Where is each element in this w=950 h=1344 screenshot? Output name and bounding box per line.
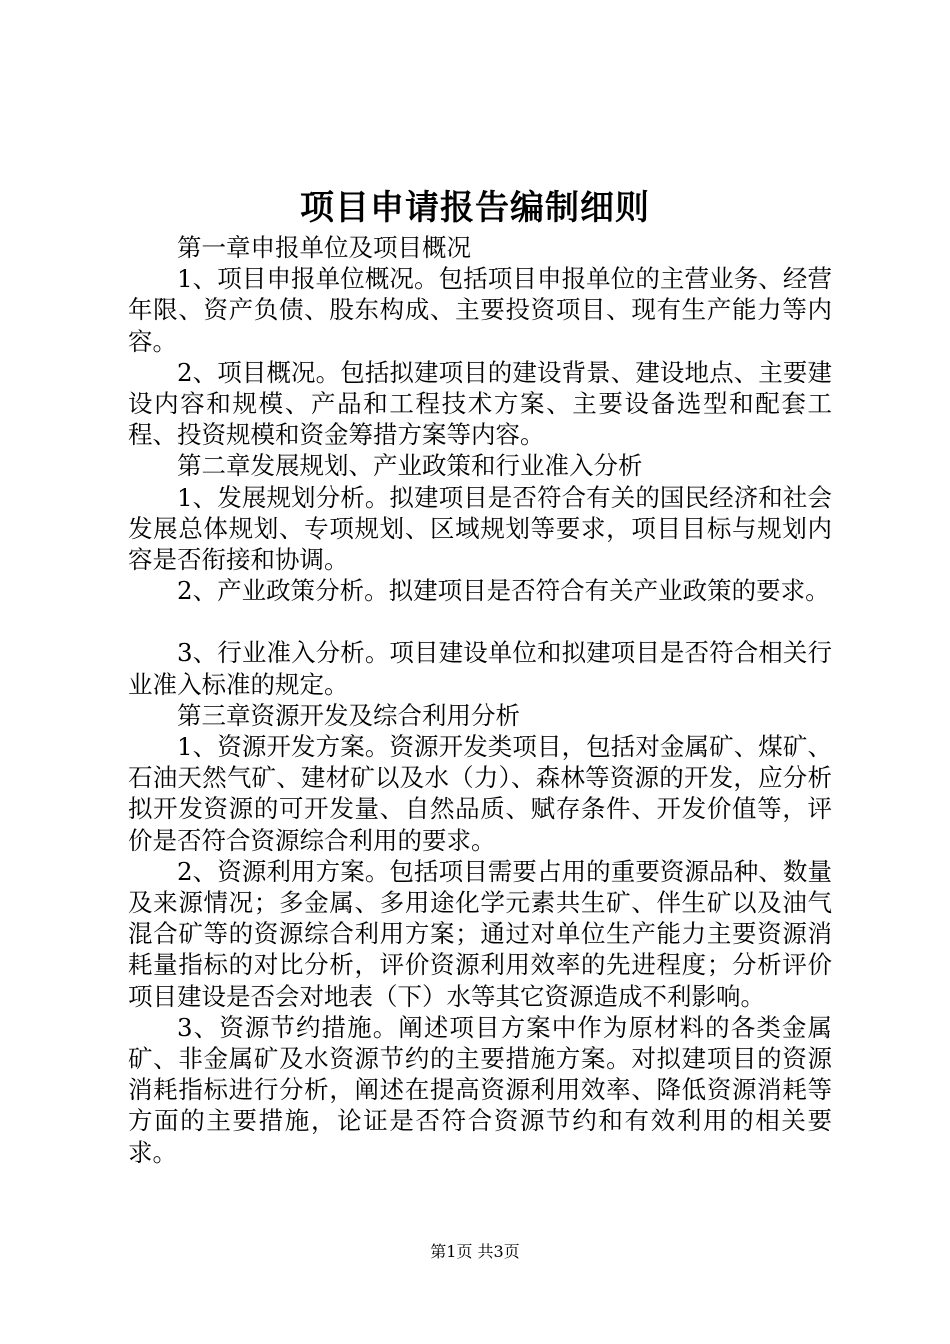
document-title: 项目申请报告编制细则 [300,188,650,228]
page-number: 第1页 共3页 [430,1242,520,1261]
paragraph: 1、发展规划分析。拟建项目是否符合有关的国民经济和社会发展总体规划、专项规划、区域规划等要求，项目目标与规划内容是否衔接和协调。 [128,482,832,575]
paragraph: 2、资源利用方案。包括项目需要占用的重要资源品种、数量及来源情况；多金属、多用途化学元素共生矿、伴生矿以及油气混合矿等的资源综合利用方案；通过对单位生产能力主要资源消耗量指标的对比分析，评价资源利用效率的先进程度；分析评价项目建设是否会对地表（下）水等其它资源造成不利影响。 [128,856,832,1011]
paragraph: 3、资源节约措施。阐述项目方案中作为原材料的各类金属矿、非金属矿及水资源节约的主要措施方案。对拟建项目的资源消耗指标进行分析，阐述在提高资源利用效率、降低资源消耗等方面的主要措施，论证是否符合资源节约和有效利用的相关要求。 [128,1012,832,1167]
paragraph: 1、项目申报单位概况。包括项目申报单位的主营业务、经营年限、资产负债、股东构成、主要投资项目、现有生产能力等内容。 [128,264,832,356]
chapter-heading-1: 第一章申报单位及项目概况 [177,233,471,262]
chapter-heading-3: 第三章资源开发及综合利用分析 [177,700,520,730]
paragraph: 2、项目概况。包括拟建项目的建设背景、建设地点、主要建设内容和规模、产品和工程技术方案、主要设备选型和配套工程、投资规模和资金筹措方案等内容。 [128,357,832,450]
paragraph: 2、产业政策分析。拟建项目是否符合有关产业政策的要求。 [177,576,830,606]
paragraph: 3、行业准入分析。项目建设单位和拟建项目是否符合相关行业准入标准的规定。 [128,638,832,699]
chapter-heading-2: 第二章发展规划、产业政策和行业准入分析 [177,451,643,481]
document-body [128,232,832,1168]
paragraph: 1、资源开发方案。资源开发类项目，包括对金属矿、煤矿、石油天然气矿、建材矿以及水（力）、森林等资源的开发，应分析拟开发资源的可开发量、自然品质、赋存条件、开发价值等，评价是否符合资源综合利用的要求。 [128,732,832,855]
